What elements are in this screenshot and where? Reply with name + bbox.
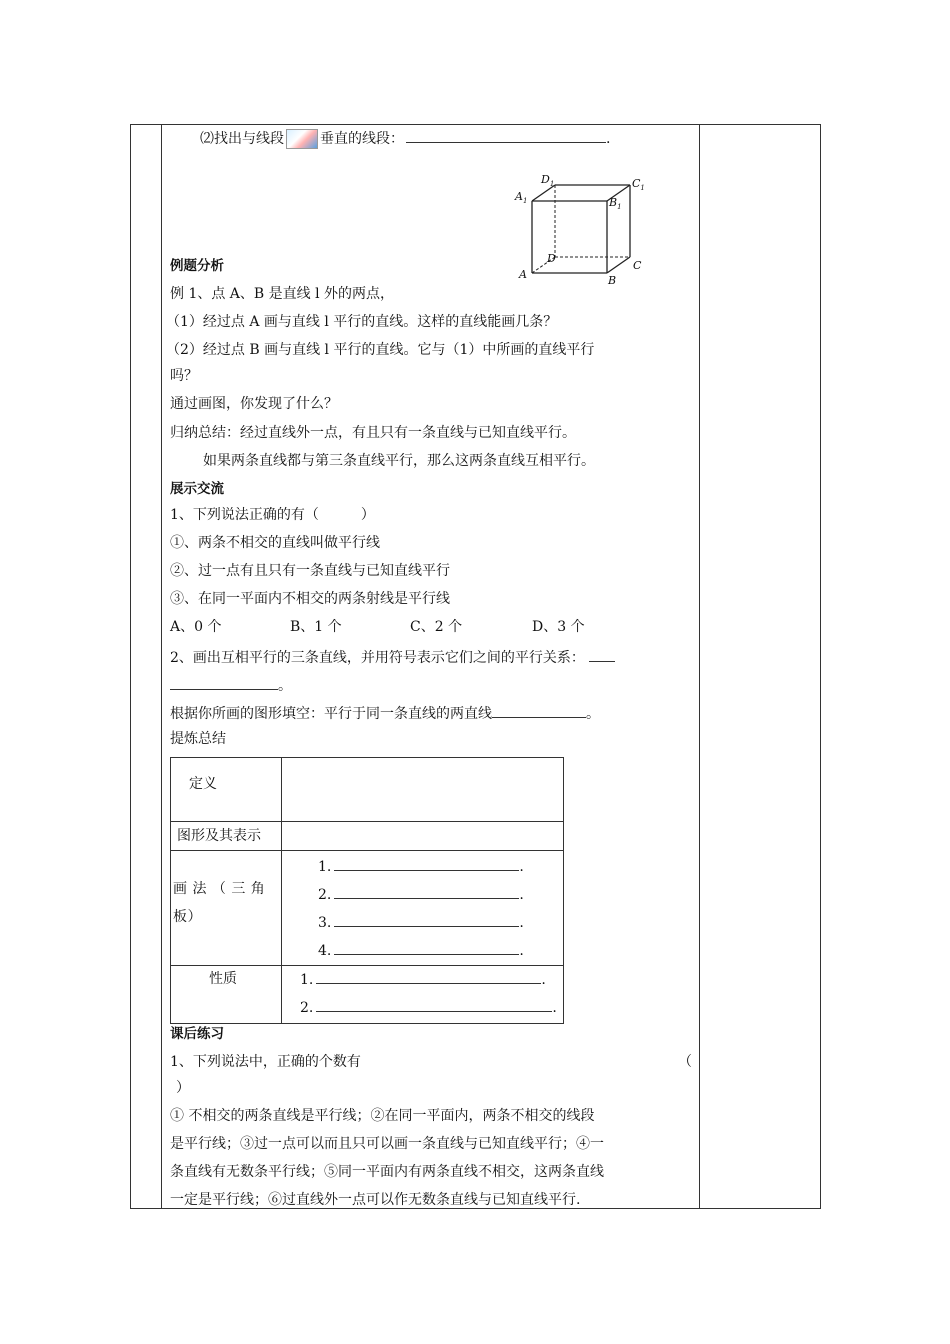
practice-paren-close: ）	[176, 1080, 190, 1096]
practice-q1: 1、下列说法中，正确的个数有	[170, 1054, 361, 1070]
method-item-dot: .	[519, 943, 524, 959]
method-item-number: 1.	[318, 859, 332, 875]
definition-label: 定义	[189, 776, 217, 792]
example-p2b: 吗？	[170, 368, 198, 384]
property-label: 性质	[209, 971, 237, 987]
method-item	[318, 909, 563, 937]
example-p4: 归纳总结：经过直线外一点，有且只有一条直线与已知直线平行。	[170, 425, 576, 441]
figure-label: 图形及其表示	[177, 828, 261, 844]
summary-heading: 提炼总结	[170, 731, 226, 747]
label-d1: $D_1$	[541, 173, 555, 188]
broken-image-icon	[286, 129, 318, 149]
answer-blank	[334, 912, 519, 927]
answer-blank	[406, 128, 606, 143]
label-b: B	[608, 274, 617, 287]
display-q1: 1、下列说法正确的有（ ）	[170, 507, 375, 523]
property-item	[300, 994, 563, 1022]
display-q2-end: 。	[278, 678, 292, 694]
label-a: A	[519, 268, 527, 281]
answer-blank	[334, 884, 519, 899]
display-q2-cont	[170, 675, 292, 696]
choice-b: B、1 个	[290, 619, 342, 635]
method-label	[171, 851, 281, 931]
method-item-dot: .	[519, 859, 524, 875]
method-list	[282, 851, 563, 965]
choice-c: C、2 个	[410, 619, 463, 635]
display-option-3: ③、在同一平面内不相交的两条射线是平行线	[170, 591, 450, 607]
method-item-number: 2.	[318, 887, 332, 903]
method-item-number: 4.	[318, 943, 332, 959]
practice-line-1: ① 不相交的两条直线是平行线；②在同一平面内，两条不相交的线段	[170, 1108, 595, 1124]
display-option-2: ②、过一点有且只有一条直线与已知直线平行	[170, 563, 450, 579]
method-label-line1: 画 法 （ 三 角	[173, 881, 266, 897]
display-fill-text: 根据你所画的图形填空：平行于同一条直线的两直线	[170, 706, 492, 722]
property-item-number: 1.	[300, 972, 314, 988]
method-item-dot: .	[519, 915, 524, 931]
figure-label-cell	[171, 822, 282, 851]
answer-blank	[316, 969, 541, 984]
label-c: C	[633, 259, 642, 272]
method-item	[318, 853, 563, 881]
property-item-number: 2.	[300, 1000, 314, 1016]
answer-blank	[334, 856, 519, 871]
figure-cell	[282, 822, 564, 851]
q2-end: .	[606, 131, 611, 147]
label-b1: $B_1$	[609, 196, 622, 211]
property-item-dot: .	[541, 972, 546, 988]
practice-heading: 课后练习	[170, 1026, 224, 1042]
property-cell	[282, 966, 564, 1024]
answer-blank	[170, 675, 278, 690]
choice-d: D、3 个	[532, 619, 585, 635]
label-a1: $A_1$	[515, 190, 528, 205]
q2-prefix: ⑵找出与线段	[200, 131, 284, 147]
answer-blank	[334, 940, 519, 955]
example-p2a: （2）经过点 B 画与直线 l 平行的直线。它与（1）中所画的直线平行	[166, 342, 595, 358]
property-item	[300, 966, 563, 994]
practice-paren-open: （	[678, 1054, 692, 1070]
q2-line	[200, 128, 610, 149]
cube-diagram	[512, 170, 652, 290]
method-label-line2: 板）	[173, 909, 202, 925]
property-item-dot: .	[552, 1000, 557, 1016]
definition-label-cell	[171, 758, 282, 822]
column-divider-left	[161, 124, 162, 1209]
method-item	[318, 881, 563, 909]
example-p3: 通过画图，你发现了什么？	[170, 396, 338, 412]
example-p1: （1）经过点 A 画与直线 l 平行的直线。这样的直线能画几条？	[166, 314, 558, 330]
property-label-cell	[171, 966, 282, 1024]
property-list	[282, 966, 563, 1022]
practice-line-3: 条直线有无数条平行线；⑤同一平面内有两条直线不相交，这两条直线	[170, 1164, 604, 1180]
answer-blank	[316, 997, 552, 1012]
display-q2	[170, 647, 615, 668]
practice-line-4: 一定是平行线；⑥过直线外一点可以作无数条直线与已知直线平行.	[170, 1192, 581, 1208]
example-heading: 例题分析	[170, 258, 224, 274]
answer-blank	[492, 703, 586, 718]
label-d: D	[547, 252, 556, 265]
method-item-number: 3.	[318, 915, 332, 931]
definition-cell	[282, 758, 564, 822]
column-divider-right	[699, 124, 700, 1209]
display-heading: 展示交流	[170, 481, 224, 497]
choice-a: A、0 个	[170, 619, 222, 635]
practice-line-2: 是平行线；③过一点可以而且只可以画一条直线与已知直线平行；④一	[170, 1136, 604, 1152]
summary-table	[170, 757, 564, 1024]
display-option-1: ①、两条不相交的直线叫做平行线	[170, 535, 380, 551]
example-intro: 例 1、点 A、B 是直线 l 外的两点，	[170, 286, 395, 302]
display-q2-text: 2、画出互相平行的三条直线，并用符号表示它们之间的平行关系：	[170, 650, 585, 666]
display-fill-end: 。	[586, 706, 600, 722]
method-item	[318, 937, 563, 965]
label-c1: $C_1$	[632, 177, 645, 192]
method-label-cell	[171, 851, 282, 966]
method-item-dot: .	[519, 887, 524, 903]
q2-suffix: 垂直的线段：	[320, 131, 404, 147]
method-cell	[282, 851, 564, 966]
answer-blank	[589, 647, 615, 662]
display-fill	[170, 703, 600, 724]
example-p5: 如果两条直线都与第三条直线平行，那么这两条直线互相平行。	[203, 453, 595, 469]
